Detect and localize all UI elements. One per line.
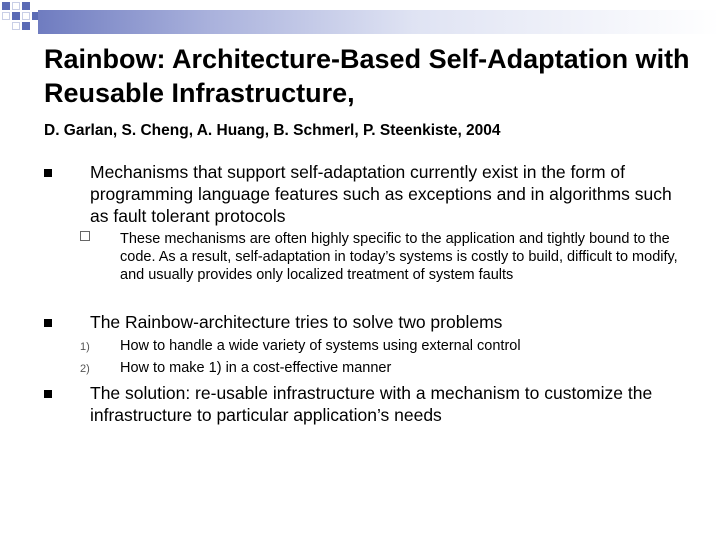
square-bullet-icon xyxy=(44,169,52,177)
slide-authors: D. Garlan, S. Cheng, A. Huang, B. Schmerl, P. Steenkiste, 2004 xyxy=(44,122,501,139)
numbered-item xyxy=(80,337,680,355)
deco-square xyxy=(2,2,10,10)
bullet-item xyxy=(44,311,684,333)
bullet-text: The Rainbow-architecture tries to solve two problems xyxy=(90,312,503,332)
deco-square xyxy=(22,2,30,10)
bullet-item xyxy=(44,382,684,426)
deco-square xyxy=(22,12,30,20)
sub-bullet-text: These mechanisms are often highly specific to the application and tightly bound to the code. As a result, self-adaptation in today’s systems is costly to build, difficult to modify, and usually provides only localized treatment of system faults xyxy=(120,231,678,283)
square-bullet-icon xyxy=(44,390,52,398)
header-gradient-bar xyxy=(38,10,720,34)
item-number: 2) xyxy=(80,363,90,375)
square-bullet-icon xyxy=(44,319,52,327)
numbered-item-text: How to handle a wide variety of systems using external control xyxy=(120,338,521,354)
deco-square xyxy=(12,2,20,10)
deco-square xyxy=(22,22,30,30)
numbered-item-text: How to make 1) in a cost-effective manner xyxy=(120,360,392,376)
bullet-text: The solution: re-usable infrastructure with a mechanism to customize the infrastructure to particular application’s needs xyxy=(90,383,653,425)
deco-square xyxy=(12,22,20,30)
deco-square xyxy=(12,12,20,20)
item-number: 1) xyxy=(80,341,90,353)
slide-title: Rainbow: Architecture-Based Self-Adaptation with Reusable Infrastructure, xyxy=(44,44,690,108)
sub-bullet-item xyxy=(80,230,680,284)
bullet-item xyxy=(44,161,684,227)
deco-square xyxy=(2,12,10,20)
hollow-square-bullet-icon xyxy=(80,231,90,241)
numbered-item xyxy=(80,359,680,377)
bullet-text: Mechanisms that support self-adaptation currently exist in the form of programming language features such as exceptions and in algorithms such as fault tolerant protocols xyxy=(90,162,672,226)
